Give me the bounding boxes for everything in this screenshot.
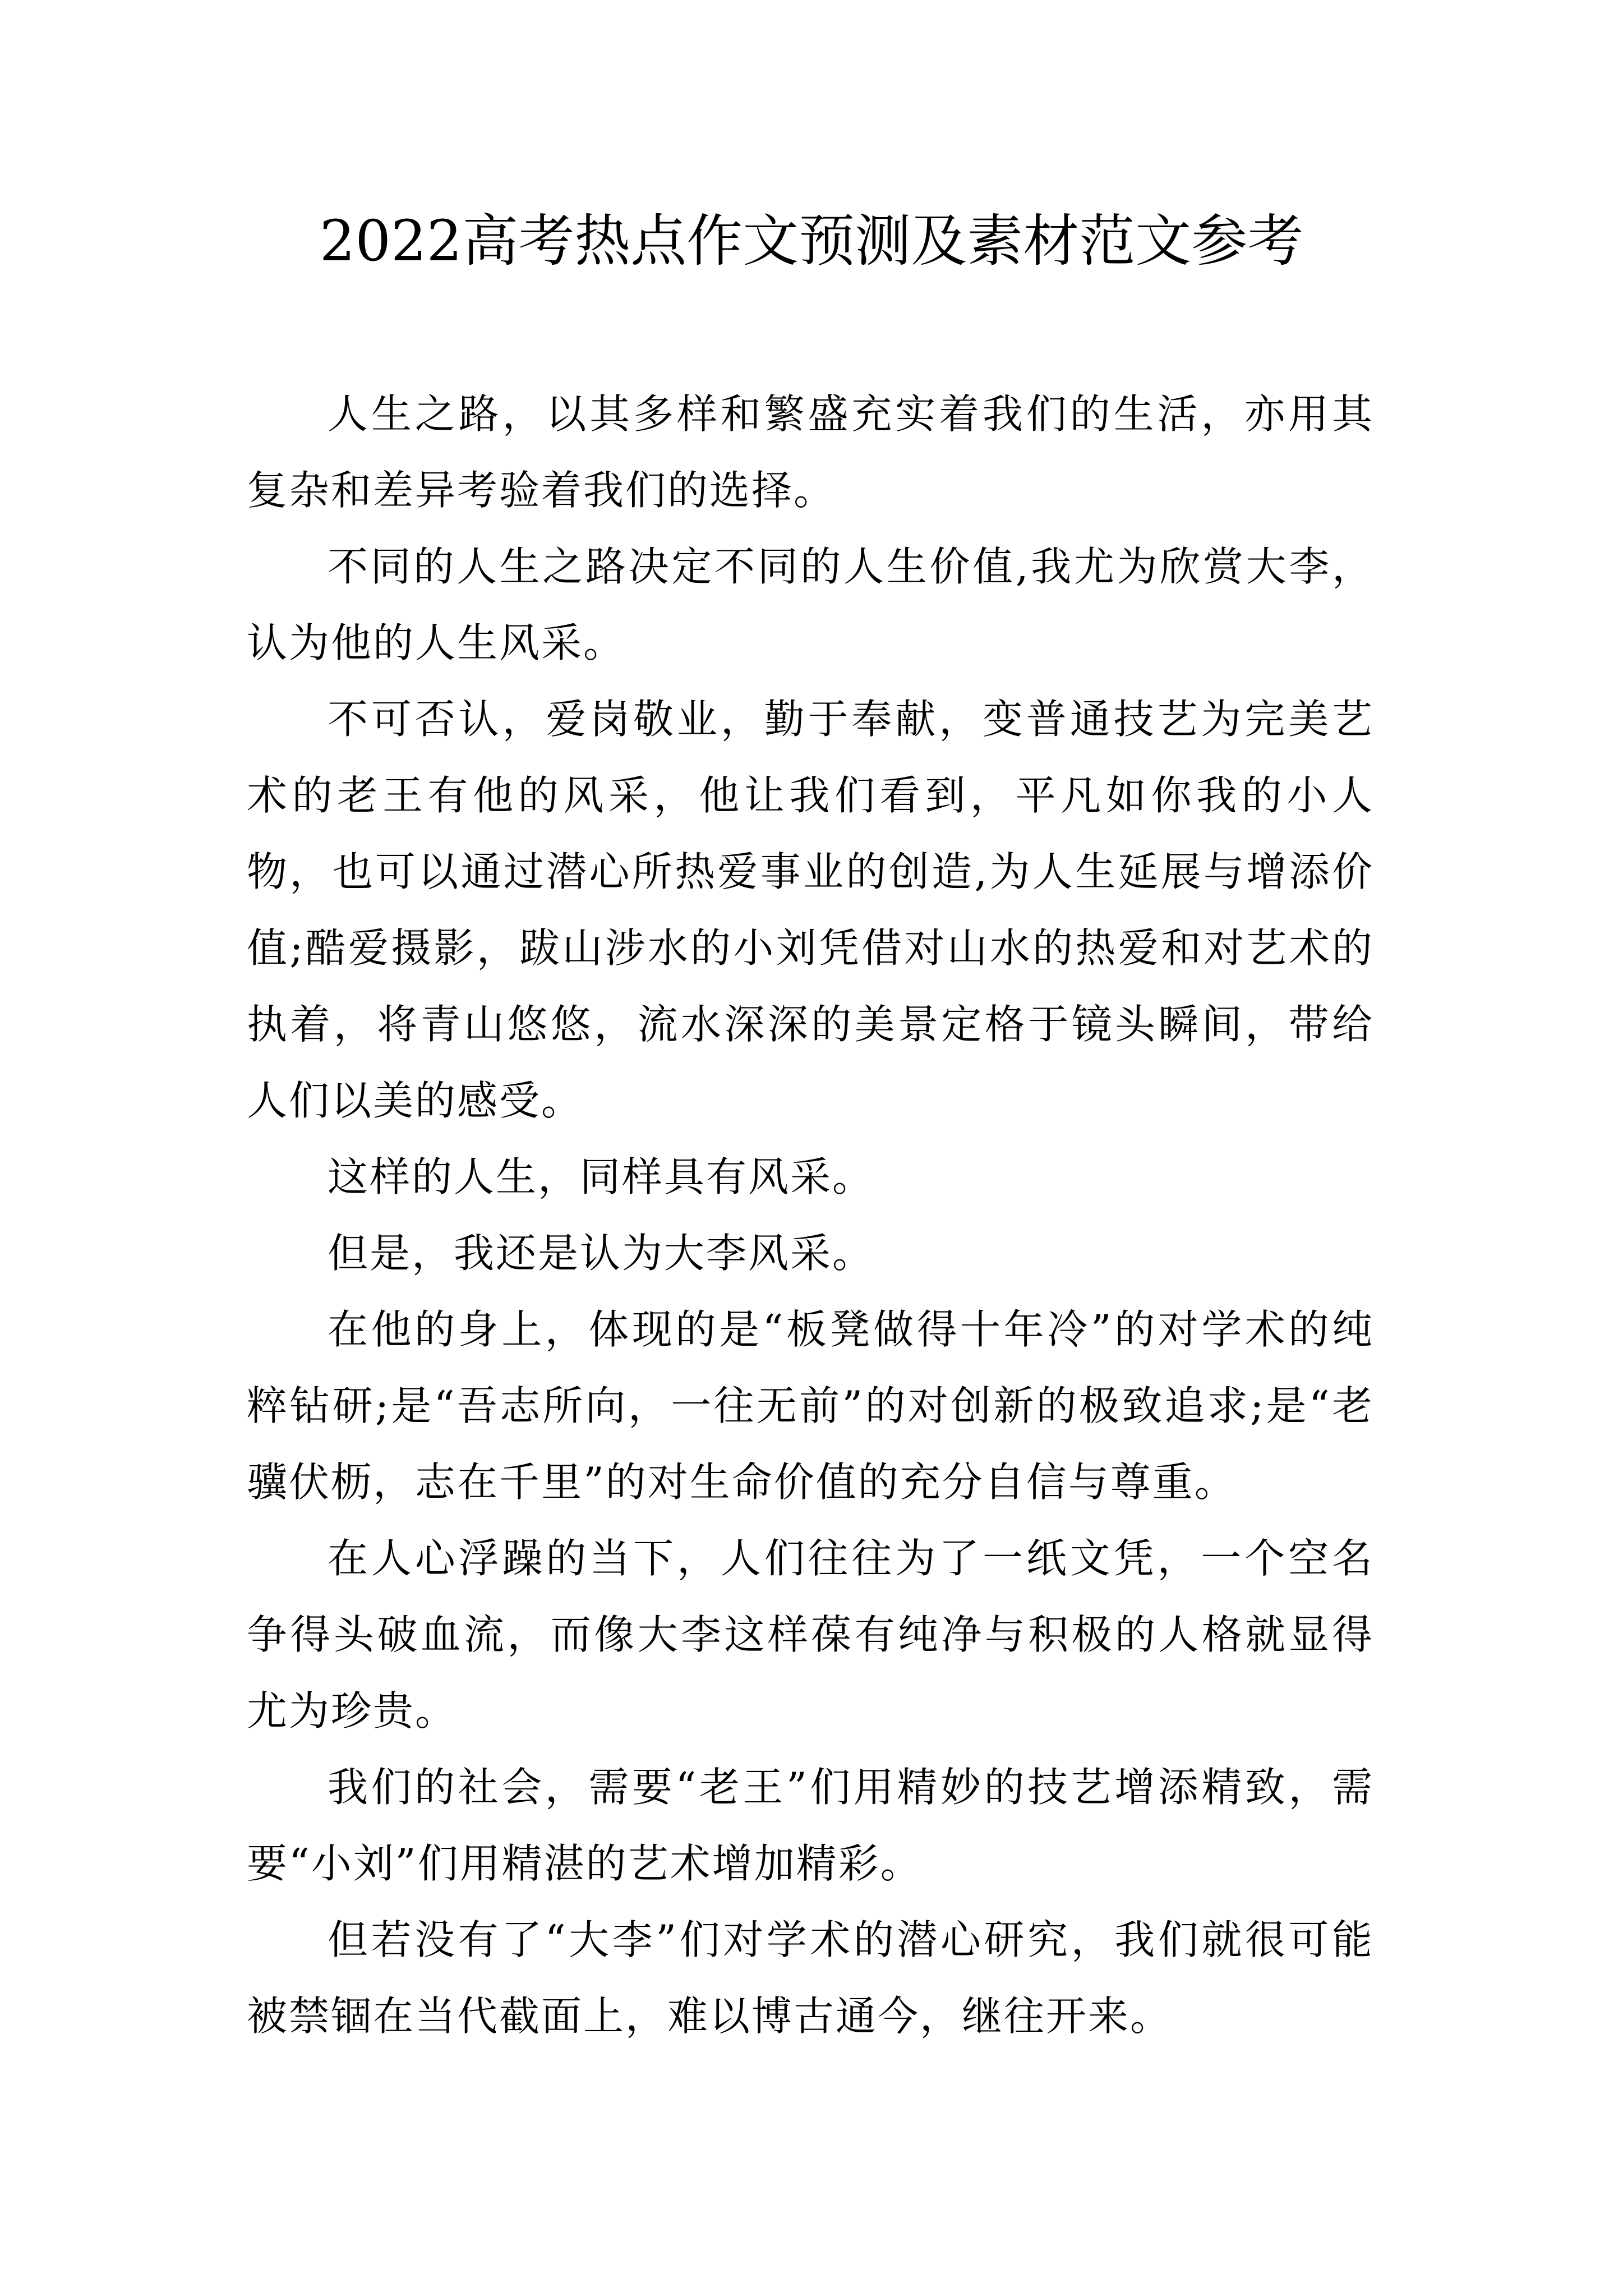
paragraph: 人生之路，以其多样和繁盛充实着我们的生活，亦用其复杂和差异考验着我们的选择。 <box>247 390 1374 514</box>
paragraph: 不可否认，爱岗敬业，勤于奉献，变普通技艺为完美艺术的老王有他的风采，他让我们看到，平凡如你我的小人物，也可以通过潜心所热爱事业的创造,为人生延展与增添价值;酷爱摄影，跋山涉水的小刘凭借对山水的热爱和对艺术的执着，将青山悠悠，流水深深的美景定格于镜头瞬间，带给人们以美的感受。 <box>247 696 1374 1124</box>
document-body <box>247 376 1374 2054</box>
paragraph: 在人心浮躁的当下，人们往往为了一纸文凭，一个空名争得头破血流，而像大李这样葆有纯净与积极的人格就显得尤为珍贵。 <box>247 1535 1374 1734</box>
paragraph: 但若没有了“大李”们对学术的潜心研究，我们就很可能被禁锢在当代截面上，难以博古通今，继往开来。 <box>247 1916 1374 2040</box>
paragraph: 在他的身上，体现的是“板凳做得十年冷”的对学术的纯粹钻研;是“吾志所向，一往无前”的对创新的极致追求;是“老骥伏枥，志在千里”的对生命价值的充分自信与尊重。 <box>247 1306 1374 1506</box>
paragraph: 不同的人生之路决定不同的人生价值,我尤为欣赏大李，认为他的人生风采。 <box>247 543 1374 666</box>
document-title: 2022高考热点作文预测及素材范文参考 <box>319 208 1304 274</box>
paragraph: 我们的社会，需要“老王”们用精妙的技艺增添精致，需要“小刘”们用精湛的艺术增加精彩。 <box>247 1764 1374 1887</box>
paragraph: 这样的人生，同样具有风采。 <box>328 1153 875 1200</box>
paragraph: 但是，我还是认为大李风采。 <box>328 1230 875 1277</box>
